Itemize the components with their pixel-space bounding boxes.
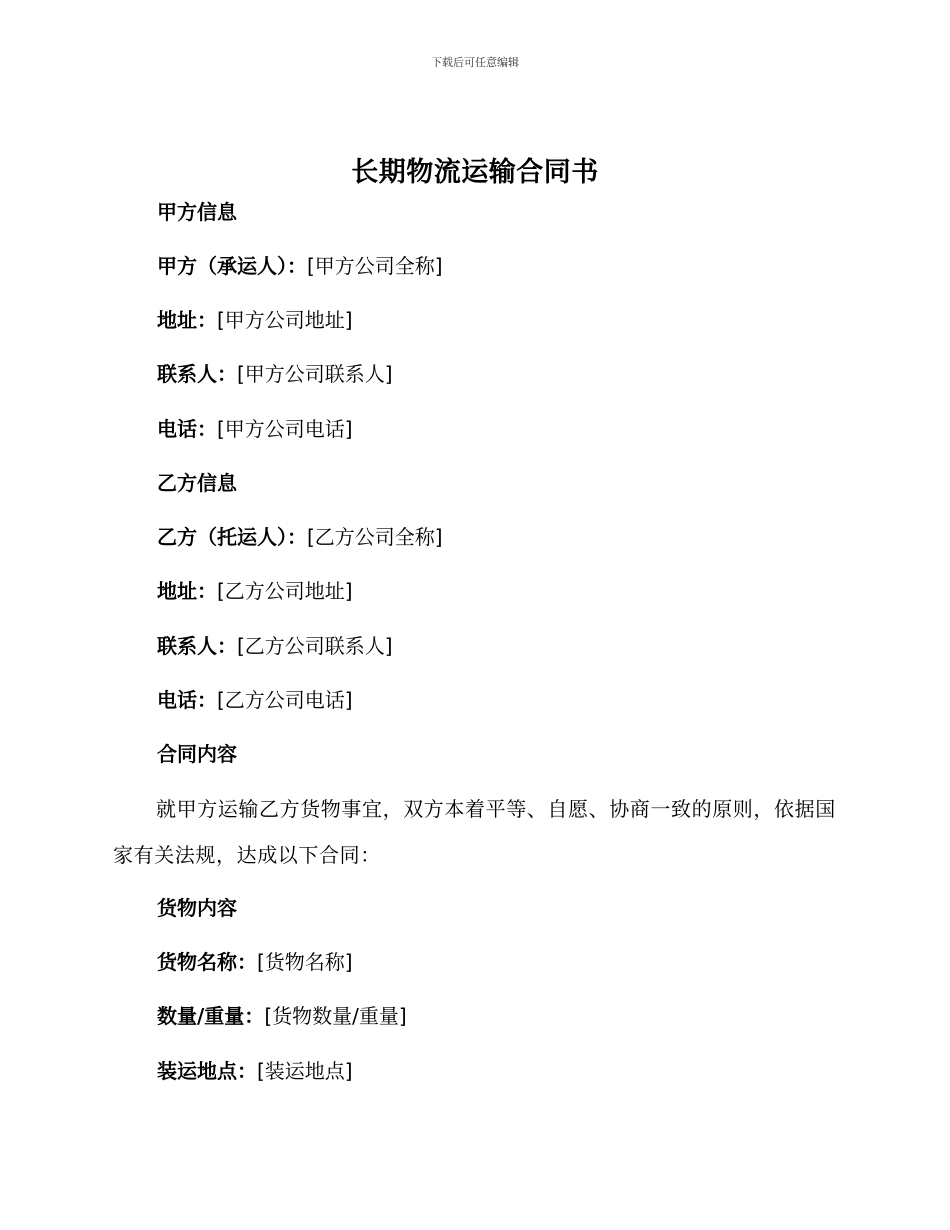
party-a-phone-value: [甲方公司电话] [217, 417, 353, 441]
goods-heading: 货物内容 [157, 896, 237, 920]
goods-quantity-label: 数量/重量： [157, 1004, 265, 1028]
goods-name-value: [货物名称] [257, 950, 353, 974]
party-b-contact-row [157, 632, 393, 660]
party-a-name-value: [甲方公司全称] [307, 254, 443, 278]
party-a-address-row [157, 306, 353, 334]
party-a-heading: 甲方信息 [157, 200, 237, 224]
contract-intro-paragraph: 就甲方运输乙方货物事宜，双方本着平等、自愿、协商一致的原则，依据国家有关法规，达成以下合同： [113, 797, 836, 867]
document-title: 长期物流运输合同书 [351, 157, 599, 188]
page-header-note: 下载后可任意编辑 [431, 56, 519, 69]
party-b-name-label: 乙方（托运人）： [157, 525, 307, 549]
goods-loading-value: [装运地点] [257, 1059, 353, 1083]
goods-quantity-value: [货物数量/重量] [264, 1004, 407, 1028]
party-b-name-row [157, 523, 443, 551]
party-b-address-label: 地址： [157, 579, 217, 603]
party-a-contact-row [157, 360, 393, 388]
party-a-contact-label: 联系人： [157, 362, 237, 386]
party-a-phone-label: 电话： [157, 417, 217, 441]
goods-name-label: 货物名称： [157, 950, 257, 974]
party-a-name-label: 甲方（承运人）： [157, 254, 307, 278]
party-b-contact-label: 联系人： [157, 634, 237, 658]
party-b-phone-row [157, 686, 353, 714]
goods-loading-label: 装运地点： [157, 1059, 257, 1083]
party-b-contact-value: [乙方公司联系人] [237, 634, 393, 658]
party-b-heading: 乙方信息 [157, 471, 237, 495]
party-a-contact-value: [甲方公司联系人] [237, 362, 393, 386]
contract-heading: 合同内容 [157, 742, 237, 766]
party-b-phone-label: 电话： [157, 688, 217, 712]
goods-quantity-row [157, 1002, 407, 1030]
party-b-address-row [157, 577, 353, 605]
party-a-address-value: [甲方公司地址] [217, 308, 353, 332]
party-a-address-label: 地址： [157, 308, 217, 332]
party-a-name-row [157, 252, 443, 280]
goods-loading-row [157, 1057, 353, 1085]
party-b-address-value: [乙方公司地址] [217, 579, 353, 603]
party-b-phone-value: [乙方公司电话] [217, 688, 353, 712]
party-b-name-value: [乙方公司全称] [307, 525, 443, 549]
goods-name-row [157, 948, 353, 976]
party-a-phone-row [157, 415, 353, 443]
